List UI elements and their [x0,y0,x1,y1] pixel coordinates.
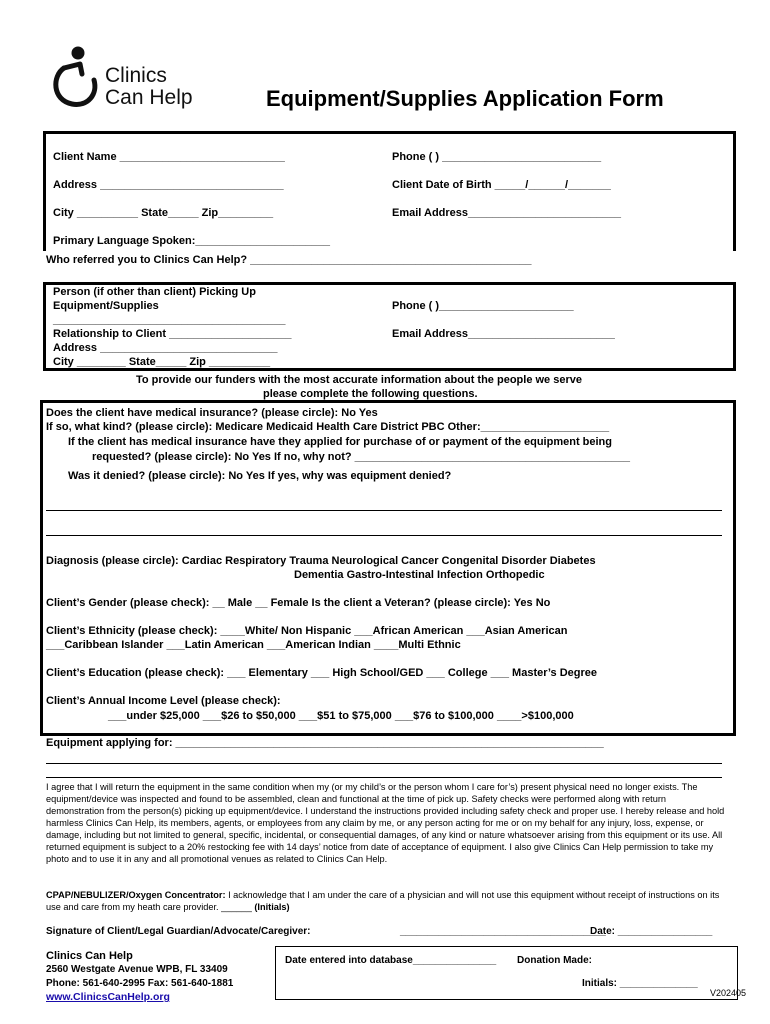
insurance-q3: If the client has medical insurance have they applied for purchase of or payment of the equipment being [68,436,613,448]
footer-address: 2560 Westgate Avenue WPB, FL 33409 [46,964,228,975]
insurance-q5[interactable]: Was it denied? (please circle): No Yes If yes, why was equipment denied? [68,470,452,482]
pickup-phone-field[interactable]: Phone ( )______________________ [392,300,574,312]
date-field[interactable]: Date: _________________ [590,926,713,937]
pickup-address-field[interactable]: Address _____________________________ [53,342,278,354]
logo [50,44,220,114]
pickup-label-1: Person (if other than client) Picking Up [53,286,256,298]
pickup-label-2: Equipment/Supplies [53,300,159,312]
equipment-line[interactable] [46,763,722,764]
income-line-1: Client’s Annual Income Level (please check): [46,695,281,707]
pickup-name-field[interactable]: ______________________________________ [53,314,286,326]
footer-phone: Phone: 561-640-2995 Fax: 561-640-1881 [46,978,234,989]
client-dob-field[interactable]: Client Date of Birth _____/______/_______ [392,179,611,191]
donation-made-label[interactable]: Donation Made: [517,955,592,966]
funders-note-2: please complete the following questions. [263,388,478,400]
initials-field[interactable]: Initials: ______________ [582,978,698,989]
pickup-city-field[interactable]: City ________ State_____ Zip __________ [53,356,271,368]
insurance-q2[interactable]: If so, what kind? (please circle): Medicare Medicaid Health Care District PBC Other:_____________________ [46,421,610,433]
signature-line[interactable]: _____________________________________ [400,926,606,937]
pickup-relationship-field[interactable]: Relationship to Client ____________________ [53,328,292,340]
cpap-label: CPAP/NEBULIZER/Oxygen Concentrator: [46,890,226,900]
pickup-email-field[interactable]: Email Address________________________ [392,328,615,340]
client-city-field[interactable]: City __________ State_____ Zip_________ [53,207,274,219]
insurance-q4[interactable]: requested? (please circle): No Yes If no, why not? _____________________________________________ [92,451,630,463]
client-address-field[interactable]: Address ______________________________ [53,179,284,191]
agreement-text: I agree that I will return the equipment in the same condition when my (or my child’s or the person whom I care for’s) present physical need no longer exists. The equipment/device was inspected and found to be assembled, clean and functional at the time of pick up. Safety checks were performed along with return demonstration from the person(s) picking up equipment/device. I understand the instructions provided including safety check and proper use. I hereby release and hold harmless Clinics Can Help, its members, agents, or employees from any claim by me, or any person acting for me or on my behalf for any injury, loss, expense, or damage, including but not limited to general, specific, incidental, or consequential damages, of any kind or nature whatsoever arising from this equipment or its use. All returned equipment is subject to a 20% restocking fee with 14 days’ notice from date of acceptance of equipment. I also give Clinics Can Help permission to take my photo and to use it in any and all promotional venues as related to Clinics Can Help. [46,782,725,864]
income-line-2[interactable]: ___under $25,000 ___$26 to $50,000 ___$51 to $75,000 ___$76 to $100,000 ____>$100,000 [108,710,574,722]
client-info-box [43,131,736,251]
insurance-q1[interactable]: Does the client have medical insurance? (please circle): No Yes [46,407,378,419]
ethnicity-line-2[interactable]: ___Caribbean Islander ___Latin American ___American Indian ____Multi Ethnic [46,639,461,651]
client-email-field[interactable]: Email Address_________________________ [392,207,621,219]
referred-field[interactable]: Who referred you to Clinics Can Help? ______________________________________________ [46,254,532,266]
client-name-field[interactable]: Client Name ___________________________ [53,151,285,163]
ethnicity-line-1[interactable]: Client’s Ethnicity (please check): ____White/ Non Hispanic ___African American ___Asian American [46,625,568,637]
diagnosis-line-1[interactable]: Diagnosis (please circle): Cardiac Respiratory Trauma Neurological Cancer Congenital Disorder Diabetes [46,555,596,567]
divider [46,777,722,778]
cpap-text: I acknowledge that I am under the care of a physician and will not use this equipment without receipt of instructions on its use and care from my heath care provider. ______ [46,890,720,912]
footer-org: Clinics Can Help [46,950,133,962]
cpap-statement[interactable] [46,889,728,913]
answer-line[interactable] [46,510,722,511]
date-entered-field[interactable]: Date entered into database_______________ [285,955,497,966]
footer-website-link[interactable]: www.ClinicsCanHelp.org [46,991,170,1003]
education-line[interactable]: Client’s Education (please check): ___ Elementary ___ High School/GED ___ College ___ Master’s Degree [46,667,598,679]
page-title: Equipment/Supplies Application Form [266,86,664,111]
funders-note-1: To provide our funders with the most accurate information about the people we serve [136,374,582,386]
cpap-initials-label: (Initials) [254,902,290,912]
version-code: V202405 [710,988,747,998]
signature-label: Signature of Client/Legal Guardian/Advocate/Caregiver: [46,926,311,937]
logo-line-1: Clinics [105,64,167,87]
logo-figure-icon [50,44,102,114]
diagnosis-line-2[interactable]: Dementia Gastro-Intestinal Infection Orthopedic [294,569,545,581]
equipment-field[interactable]: Equipment applying for: ______________________________________________________________________ [46,737,604,749]
language-field[interactable]: Primary Language Spoken:______________________ [53,235,331,247]
gender-veteran-line[interactable]: Client’s Gender (please check): __ Male __ Female Is the client a Veteran? (please circle): Yes No [46,597,551,609]
client-phone-field[interactable]: Phone ( ) __________________________ [392,151,602,163]
logo-line-2: Can Help [105,86,193,109]
answer-line[interactable] [46,535,722,536]
